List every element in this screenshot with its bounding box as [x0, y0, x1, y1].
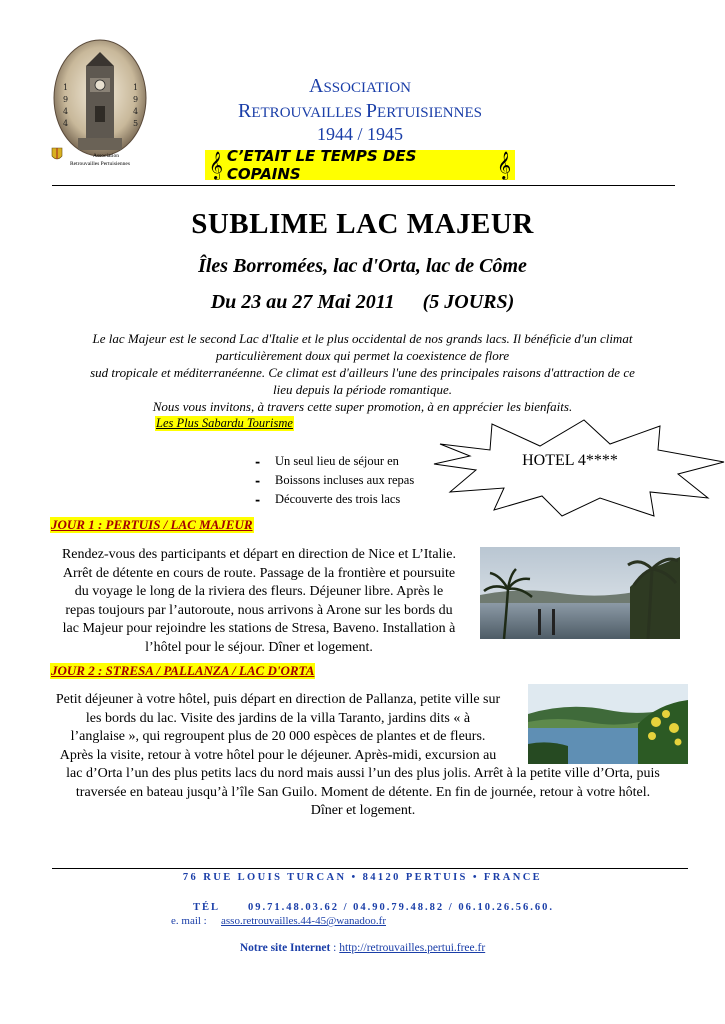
intro-line: Le lac Majeur est le second Lac d'Italie et le plus occidental de nos grands lacs. Il bénéficie d'un climat [92, 331, 633, 346]
association-logo [48, 38, 153, 180]
day2-heading: JOUR 2 : STRESA / PALLANZA / LAC D'ORTA [51, 663, 315, 678]
logo-year-left-4: 4 [63, 119, 69, 128]
footer-phone: TÉL 09.71.48.03.62 / 04.90.79.48.82 / 06.10.26.56.60. [193, 902, 554, 913]
list-item: - Un seul lieu de séjour en [255, 454, 399, 469]
logo-caption-1: Association [93, 153, 119, 159]
email-link[interactable]: asso.retrouvailles.44-45@wanadoo.fr [221, 915, 386, 927]
lake-flowers-photo [528, 684, 688, 764]
page-subtitle: Îles Borromées, lac d'Orta, lac de Côme [198, 255, 527, 277]
logo-year-left-2: 9 [63, 95, 69, 104]
intro-paragraph [45, 330, 680, 415]
treble-clef-icon: 𝄞 [208, 151, 223, 179]
page-title: SUBLIME LAC MAJEUR [191, 208, 534, 240]
dash-bullet-icon: - [255, 473, 261, 488]
promo-label: Les Plus Sabardu Tourisme [156, 416, 293, 430]
logo-year-left-1: 1 [63, 83, 69, 92]
logo-year-right-2: 9 [133, 95, 139, 104]
footer-address: 76 RUE LOUIS TURCAN • 84120 PERTUIS • FRANCE [182, 872, 543, 883]
hotel-rating: HOTEL 4**** [522, 452, 618, 469]
tagline: C’ETAIT LE TEMPS DES COPAINS [226, 147, 417, 183]
lake-palm-photo [480, 547, 680, 639]
association-name-line2: RETROUVAILLES PERTUISIENNES [238, 100, 482, 122]
header-divider [52, 185, 675, 186]
intro-line: particulièrement doux qui permet la coexistence de flore [215, 348, 510, 363]
logo-year-right-3: 4 [133, 107, 139, 116]
intro-line: lieu depuis la période romantique. [273, 382, 452, 397]
trip-dates: Du 23 au 27 Mai 2011 (5 JOURS) [210, 291, 515, 313]
logo-year-left-3: 4 [63, 107, 69, 116]
website-link[interactable]: http://retrouvailles.pertui.free.fr [339, 942, 486, 954]
day1-description: Rendez-vous des participants et départ en direction de Nice et L’Italie. Arrêt de détente en cours de route. Passage de la frontière et poursuite du voyage le long de la riviera des fleurs. Déjeuner libre. Après le repas toujours par l’autoroute, nous arrivons à Arone sur les bords du lac Majeur pour rejoindre les stations de Stresa, Baveno. Installation à l’hôtel pour le séjour. Dîner et logement. [61, 547, 457, 655]
crest-icon [52, 148, 62, 159]
treble-clef-icon: 𝄞 [497, 151, 512, 179]
day1-heading: JOUR 1 : PERTUIS / LAC MAJEUR [51, 517, 253, 532]
logo-year-right-1: 1 [133, 83, 139, 92]
footer-divider [52, 868, 688, 869]
tagline-banner [205, 147, 515, 183]
logo-year-right-4: 5 [133, 119, 139, 128]
list-item: - Boissons incluses aux repas [255, 473, 415, 488]
footer-email: e. mail : asso.retrouvailles.44-45@wanadoo.fr [171, 915, 386, 927]
highlights-list [255, 452, 414, 509]
dash-bullet-icon: - [255, 492, 261, 507]
logo-caption-2: Retrouvailles Pertuisiennes [69, 161, 131, 167]
day2-description: Petit déjeuner à votre hôtel, puis départ en direction de Pallanza, petite ville sur les bords du lac. Visite des jardins de la villa Taranto, jardins dits « à l’anglaise », qui regroupent plus de 20 000 espèces de plantes et de fleurs. Après la visite, retour à votre hôtel pour le déjeuner. Après-midi, excursion au lac d’Orta l’un des plus petits lacs du nord mais aussi l’un des plus jolis. Arrêt à la petite ville d’Orta, puis traversée en bateau jusqu’à l’île San Guilo. Moment de détente. En fin de journée, retour à votre hôtel. Dîner et logement. [55, 692, 660, 818]
footer-website: Notre site Internet : http://retrouvailles.pertui.free.fr [239, 942, 486, 954]
intro-line: Nous vous invitons, à travers cette super promotion, à en apprécier les bienfaits. [152, 399, 573, 414]
intro-line: sud tropicale et méditerranéenne. Ce climat est d'ailleurs l'une des principales raisons d'attraction de ce [90, 365, 635, 380]
list-item: - Découverte des trois lacs [255, 492, 401, 507]
association-years: 1944 / 1945 [316, 124, 403, 144]
association-name-line1: ASSOCIATION [309, 75, 411, 97]
dash-bullet-icon: - [255, 454, 261, 469]
